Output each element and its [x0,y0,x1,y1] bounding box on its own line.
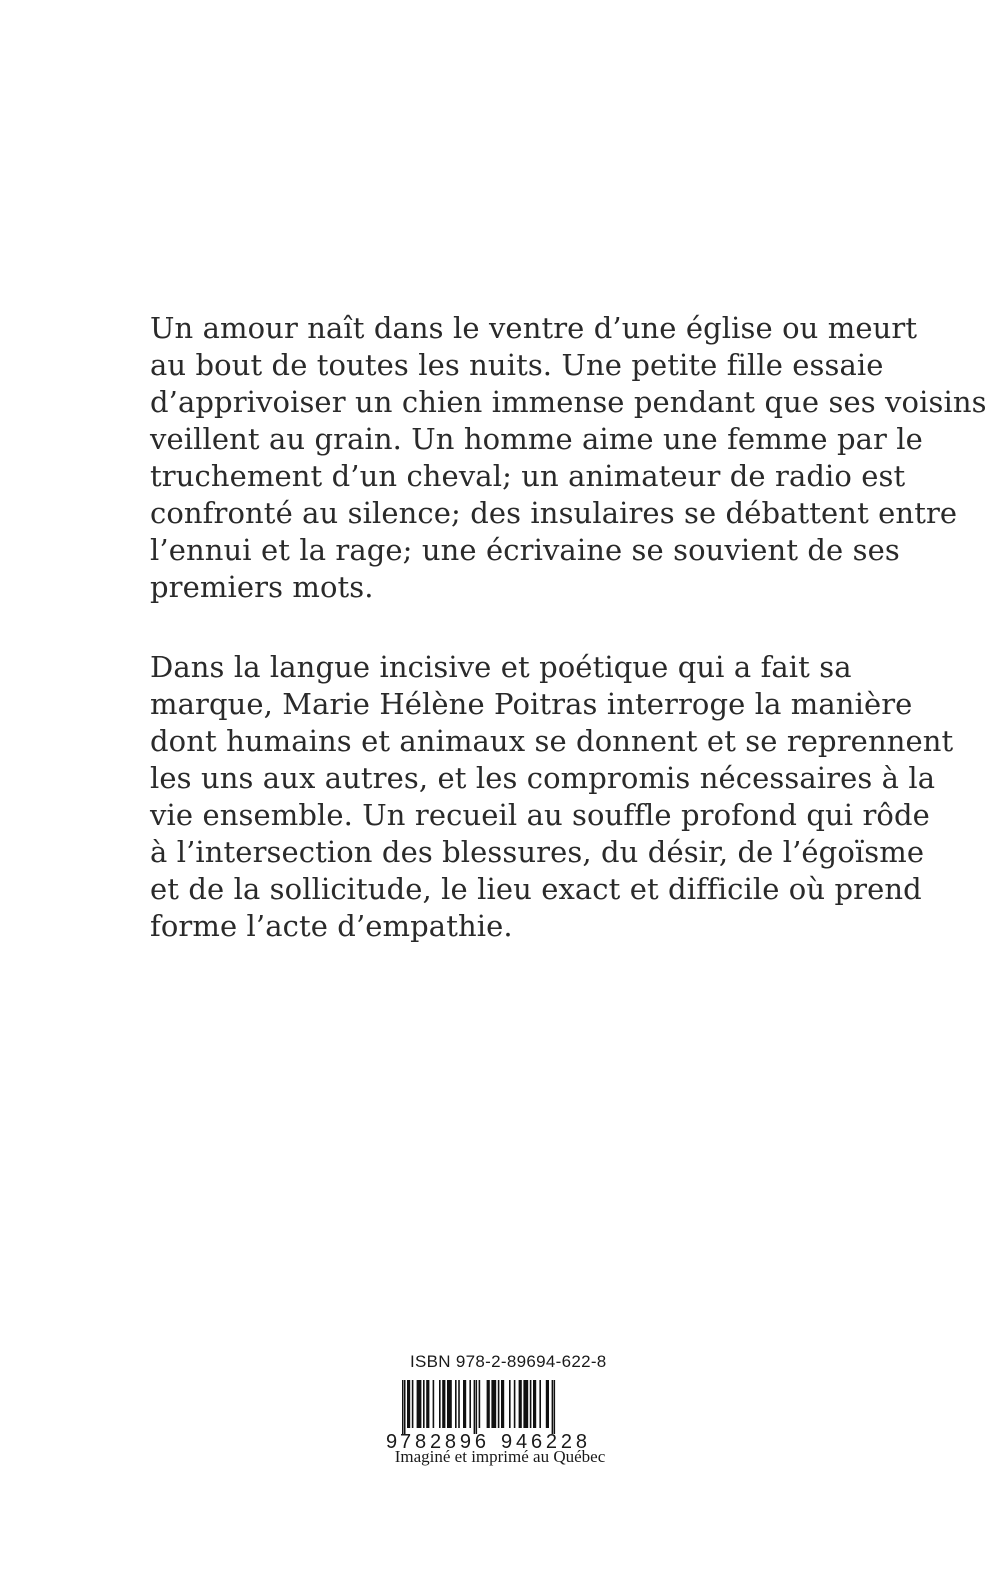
barcode-bar [519,1380,522,1428]
barcode-bar [433,1380,435,1428]
back-cover-blurb [150,310,987,945]
blurb-line: l’ennui et la rage; une écrivaine se souvient de ses [150,533,900,567]
barcode-bar [469,1380,471,1428]
blurb-line: dont humains et animaux se donnent et se reprennent [150,724,954,758]
barcode-digits-left: 782896 [400,1431,486,1452]
blurb-line: d’apprivoiser un chien immense pendant que ses voisins [150,385,987,419]
barcode-bar [530,1380,532,1428]
barcode-bar [533,1380,536,1428]
barcode-guard-bar [402,1380,404,1434]
barcode-bar [439,1380,441,1428]
barcode-bar [442,1380,445,1428]
barcode-digits-right: 946228 [501,1431,587,1452]
blurb-line: confronté au silence; des insulaires se débattent entre [150,496,958,530]
barcode-guard-bar [404,1380,406,1434]
blurb-paragraph-2 [150,649,954,945]
blurb-line: les uns aux autres, et les compromis nécessaires à la [150,761,936,795]
barcode-guard-bar [554,1380,556,1434]
paragraph-gap [150,606,850,649]
barcode-bar [539,1380,541,1428]
barcode-bar [491,1380,496,1428]
barcode-bar [423,1380,425,1428]
isbn-label: ISBN 978-2-89694-622-8 [410,1352,607,1371]
blurb-line: et de la sollicitude, le lieu exact et difficile où prend [150,872,922,906]
barcode-bar [498,1380,500,1428]
barcode-bar [417,1380,422,1428]
blurb-line: Dans la langue incisive et poétique qui a fait sa [150,650,852,684]
blurb-line: truchement d’un cheval; un animateur de radio est [150,459,906,493]
blurb-line: vie ensemble. Un recueil au souffle profond qui rôde [150,798,930,832]
blurb-line: veillent au grain. Un homme aime une femme par le [150,422,923,456]
barcode-bar [509,1380,511,1428]
barcode-graphic [380,1380,620,1452]
barcode-bar [458,1380,460,1428]
barcode-bar [407,1380,410,1428]
barcode-bar [447,1380,452,1428]
barcode-digit-first: 9 [386,1431,398,1452]
blurb-line: forme l’acte d’empathie. [150,909,513,943]
barcode-bar [463,1380,466,1428]
barcode-bar [426,1380,429,1428]
barcode-bar [546,1380,549,1428]
barcode-bar [523,1380,528,1428]
barcode-guard-bar [552,1380,554,1434]
barcode-bar [455,1380,457,1428]
barcode-bar [487,1380,490,1428]
blurb-line: à l’intersection des blessures, du désir, de l’égoïsme [150,835,925,869]
blurb-line: Un amour naît dans le ventre d’une église ou meurt [150,311,918,345]
blurb-line: marque, Marie Hélène Poitras interroge la manière [150,687,913,721]
barcode-bar [514,1380,516,1428]
imprint-note: Imaginé et imprimé au Québec [394,1447,606,1466]
barcode-bars [402,1380,555,1434]
barcode-bar [412,1380,414,1428]
barcode-guard-bar [474,1380,476,1434]
barcode-bar [479,1380,481,1428]
blurb-paragraph-1 [150,310,987,606]
blurb-line: au bout de toutes les nuits. Une petite fille essaie [150,348,884,382]
barcode-guard-bar [476,1380,478,1434]
blurb-line: premiers mots. [150,570,374,604]
barcode-bar [501,1380,504,1428]
